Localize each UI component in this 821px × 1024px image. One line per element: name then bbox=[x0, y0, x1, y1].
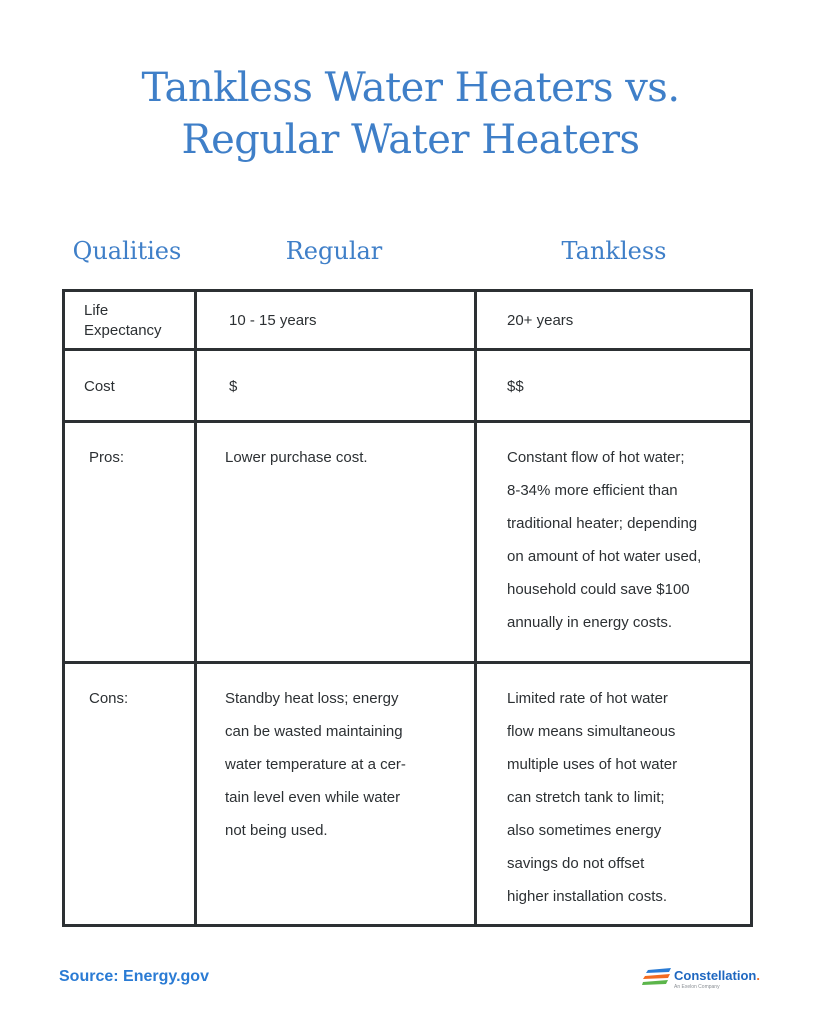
row-divider bbox=[65, 420, 750, 423]
column-divider bbox=[474, 292, 477, 924]
text-line: water temperature at a cer- bbox=[225, 756, 406, 773]
cell-tankless-life-expectancy: 20+ years bbox=[507, 312, 574, 329]
logo-name: Constellation bbox=[674, 968, 757, 983]
comparison-table bbox=[62, 289, 753, 927]
column-header-tankless: Tankless bbox=[561, 237, 667, 265]
text-line: traditional heater; depending bbox=[507, 515, 698, 532]
title-line-1: Tankless Water Heaters vs. bbox=[141, 65, 680, 111]
row-divider bbox=[65, 348, 750, 351]
constellation-logo bbox=[642, 965, 762, 995]
cell-tankless-cons bbox=[507, 682, 677, 913]
column-header-regular: Regular bbox=[285, 237, 383, 265]
logo-dot: . bbox=[756, 968, 760, 983]
column-divider bbox=[194, 292, 197, 924]
text-line: Limited rate of hot water bbox=[507, 690, 668, 707]
text-line: Standby heat loss; energy bbox=[225, 690, 399, 707]
text-line: can stretch tank to limit; bbox=[507, 789, 665, 806]
text-line: Lower purchase cost. bbox=[225, 449, 368, 466]
logo-tagline: An Exelon Company bbox=[674, 984, 720, 990]
source-link[interactable]: Source: Energy.gov bbox=[59, 968, 209, 985]
text-line: multiple uses of hot water bbox=[507, 756, 678, 773]
column-header-qualities: Qualities bbox=[72, 237, 182, 265]
text-line: can be wasted maintaining bbox=[225, 723, 403, 740]
cell-regular-life-expectancy: 10 - 15 years bbox=[229, 312, 317, 329]
cell-regular-cost: $ bbox=[229, 378, 238, 395]
text-line: savings do not offset bbox=[507, 855, 645, 872]
text-line: not being used. bbox=[225, 822, 328, 839]
cell-regular-pros bbox=[225, 441, 368, 474]
text-line: household could save $100 bbox=[507, 581, 690, 598]
cell-tankless-pros bbox=[507, 441, 701, 639]
title-line-2: Regular Water Heaters bbox=[181, 117, 640, 163]
cell-quality-cons: Cons: bbox=[89, 690, 129, 707]
row-divider bbox=[65, 661, 750, 664]
page-title bbox=[0, 62, 821, 166]
logo-wordmark bbox=[674, 968, 760, 983]
cell-tankless-cost: $$ bbox=[507, 378, 524, 395]
text-line: higher installation costs. bbox=[507, 888, 668, 905]
cell-quality-pros: Pros: bbox=[89, 449, 125, 466]
text-line: annually in energy costs. bbox=[507, 614, 673, 631]
cell-quality-life-expectancy bbox=[84, 301, 162, 341]
cell-quality-cost: Cost bbox=[84, 378, 115, 395]
text-line: tain level even while water bbox=[225, 789, 401, 806]
text-line: on amount of hot water used, bbox=[507, 548, 702, 565]
text-line: flow means simultaneous bbox=[507, 723, 676, 740]
cell-regular-cons bbox=[225, 682, 406, 847]
text-line: also sometimes energy bbox=[507, 822, 662, 839]
text-line: Constant flow of hot water; bbox=[507, 449, 685, 466]
constellation-swoosh-icon bbox=[642, 967, 672, 987]
label-line: Expectancy bbox=[84, 322, 162, 339]
label-line: Life bbox=[84, 302, 109, 319]
text-line: 8-34% more efficient than bbox=[507, 482, 678, 499]
